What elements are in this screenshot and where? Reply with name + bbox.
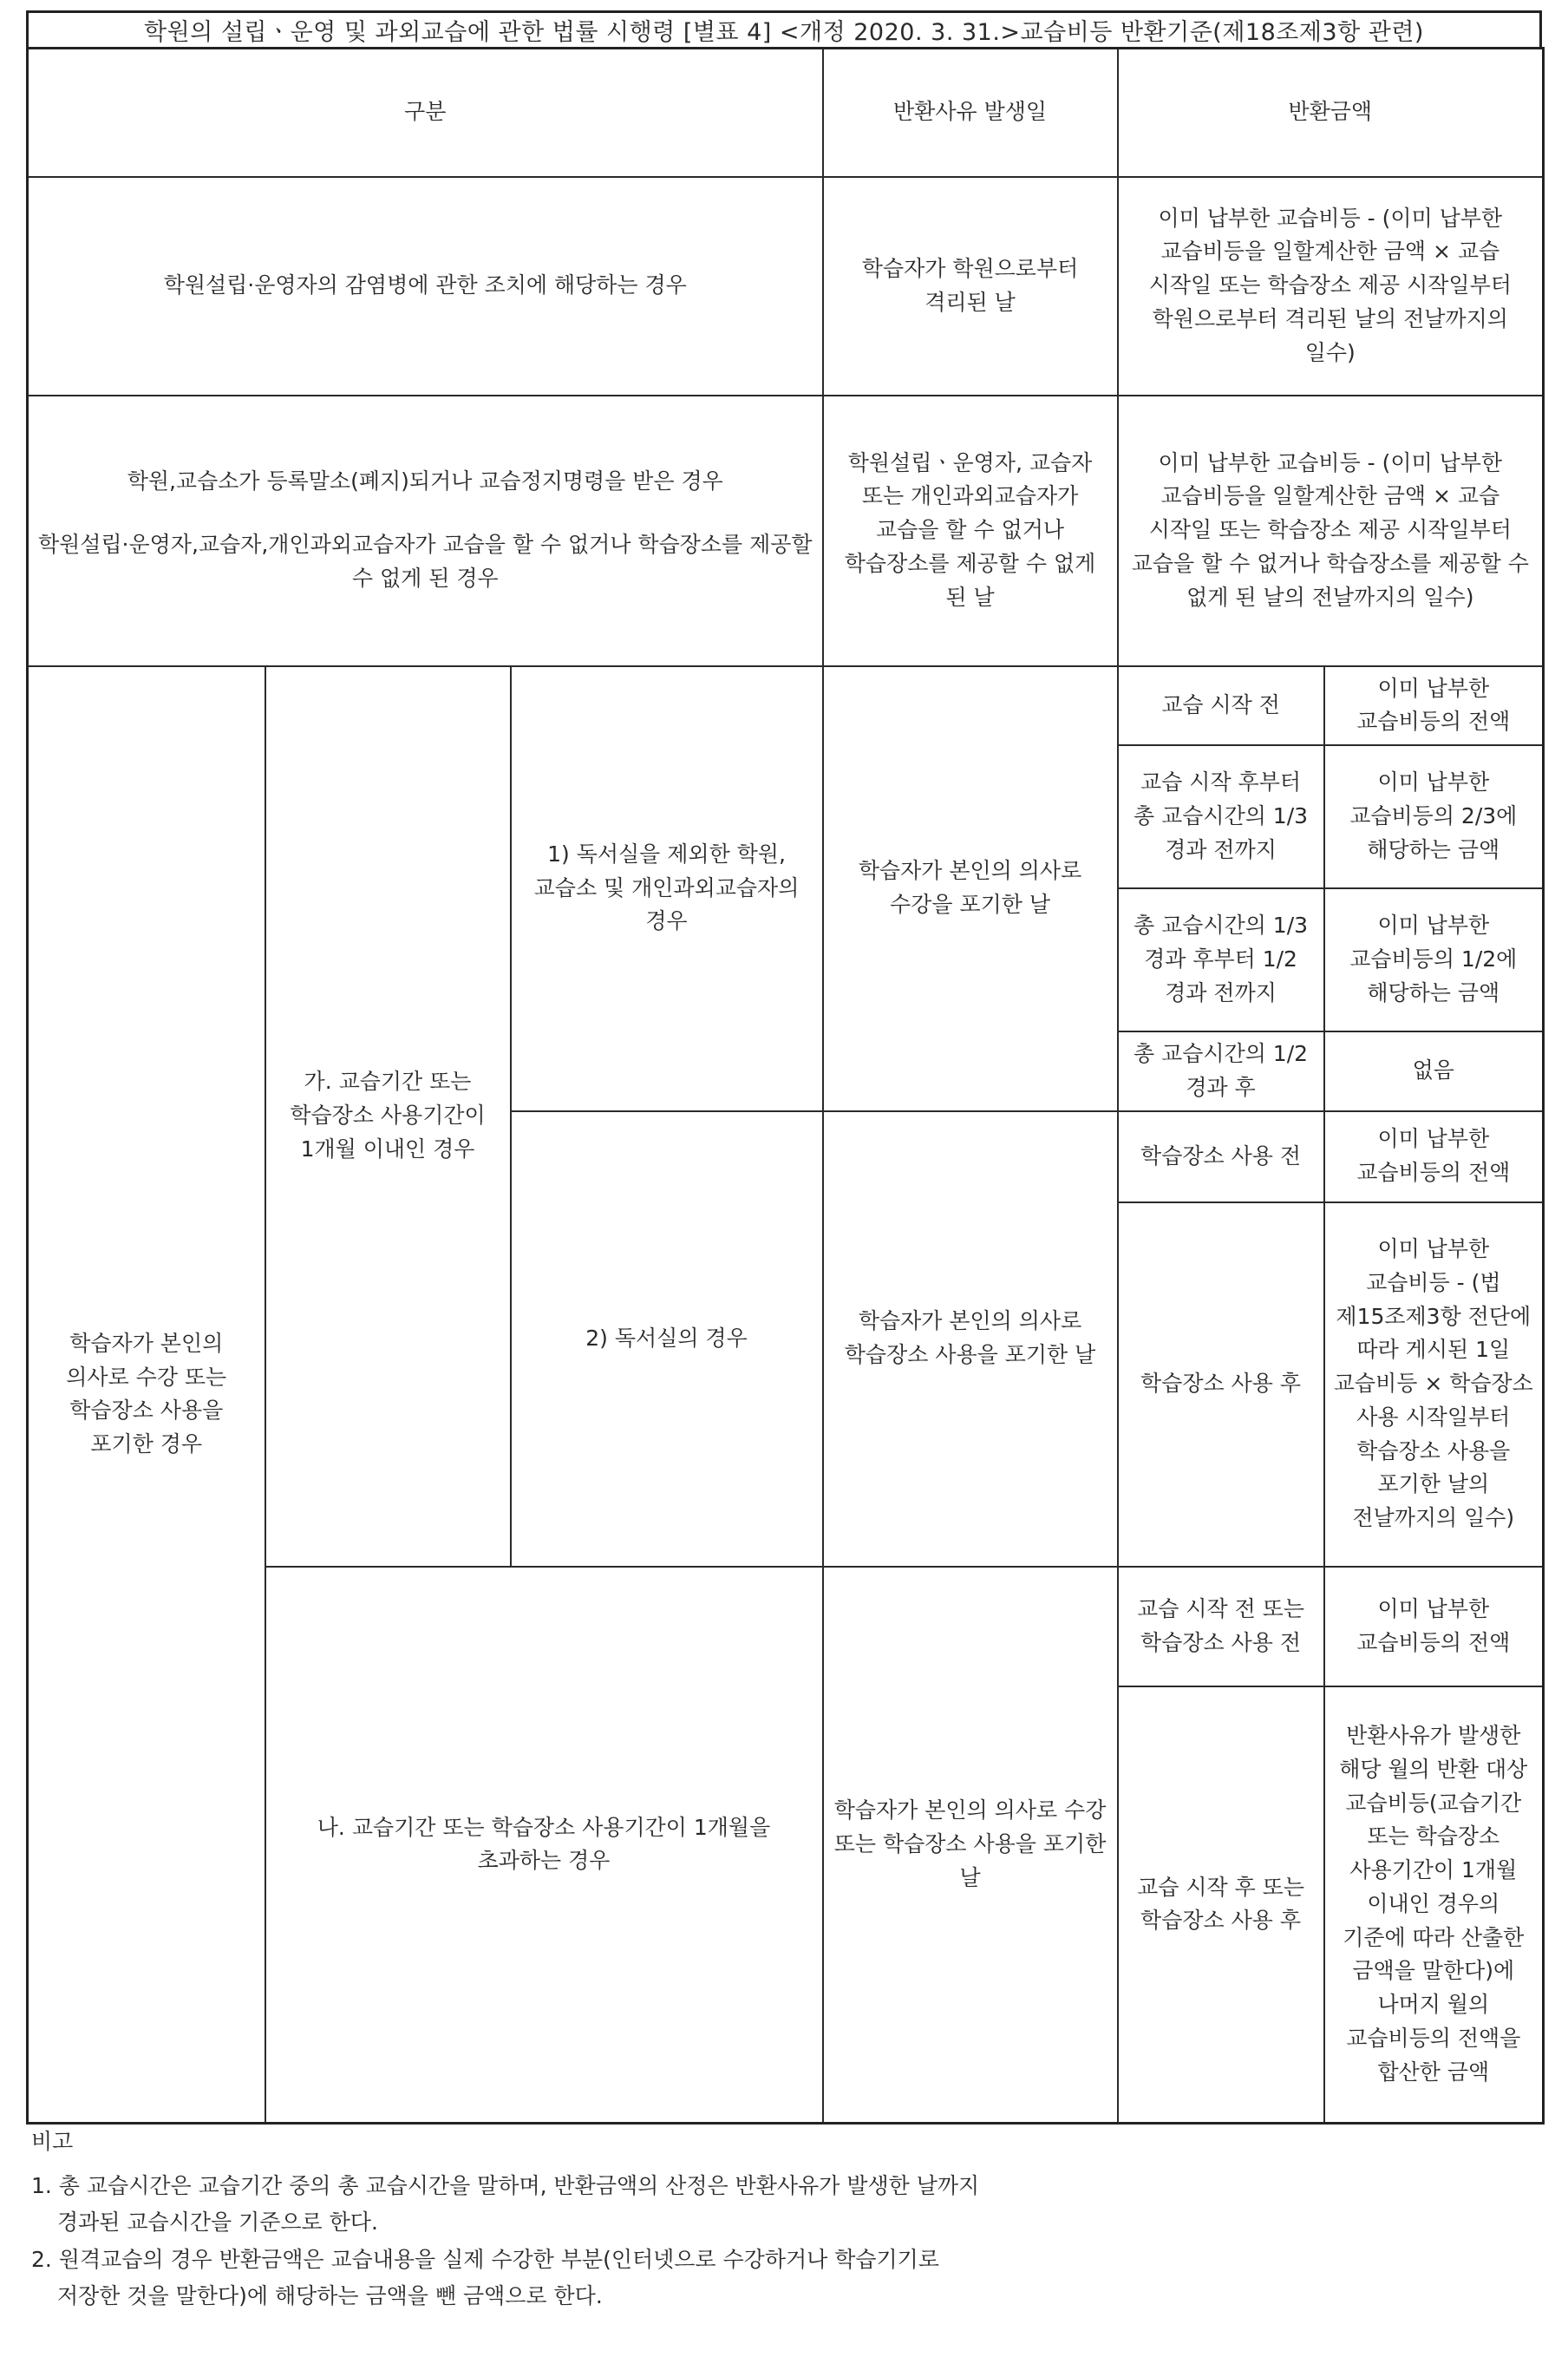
remark-1-line2: 경과된 교습시간을 기준으로 한다. <box>57 2210 378 2235</box>
na-amount-1: 이미 납부한 교습비등의 전액 <box>1324 1567 1544 1686</box>
ga-sub1-amount-4: 없음 <box>1324 1031 1544 1111</box>
table-row <box>28 666 1544 746</box>
table-row <box>28 396 1544 666</box>
row2-category-line1: 학원,교습소가 등록말소(폐지)되거나 교습정지명령을 받은 경우 <box>127 468 723 494</box>
ga-sub2-amount-2: 이미 납부한 교습비등 - (법 제15조제3항 전단에 따라 게시된 1일 교습비등 × 학습장소 사용 시작일부터 학습장소 사용을 포기한 날의 전날까지의 일수) <box>1324 1202 1544 1567</box>
ga-sub1-period-4: 총 교습시간의 1/2 경과 후 <box>1118 1031 1324 1111</box>
remark-2-line2: 저장한 것을 말한다)에 해당하는 금액을 뺀 금액으로 한다. <box>57 2283 603 2308</box>
row2-date: 학원설립ㆍ운영자, 교습자 또는 개인과외교습자가 교습을 할 수 없거나 학습장소를 제공할 수 없게 된 날 <box>823 396 1118 666</box>
na-amount-2: 반환사유가 발생한 해당 월의 반환 대상 교습비등(교습기간 또는 학습장소 사용기간이 1개월 이내인 경우의 기준에 따라 산출한 금액을 말한다)에 나머지 월의 교습비등의 전액을 합산한 금액 <box>1324 1686 1544 2124</box>
ga-sub2-period-1: 학습장소 사용 전 <box>1118 1111 1324 1202</box>
table-row <box>28 177 1544 396</box>
ga-sub1-period-1: 교습 시작 전 <box>1118 666 1324 746</box>
document-title: 학원의 설립ㆍ운영 및 과외교습에 관한 법률 시행령 [별표 4] <개정 2020. 3. 31.>교습비등 반환기준(제18조제3항 관련) <box>26 10 1542 47</box>
ga-label: 가. 교습기간 또는 학습장소 사용기간이 1개월 이내인 경우 <box>265 666 511 1567</box>
ga-sub1-date: 학습자가 본인의 의사로 수강을 포기한 날 <box>823 666 1118 1111</box>
ga-sub2-period-2: 학습장소 사용 후 <box>1118 1202 1324 1567</box>
row1-category: 학원설립·운영자의 감염병에 관한 조치에 해당하는 경우 <box>28 177 823 396</box>
na-label: 나. 교습기간 또는 학습장소 사용기간이 1개월을 초과하는 경우 <box>265 1567 823 2124</box>
na-period-2: 교습 시작 후 또는 학습장소 사용 후 <box>1118 1686 1324 2124</box>
refund-criteria-table <box>26 47 1545 2125</box>
remarks-heading: 비고 <box>31 2129 74 2154</box>
ga-sub1-amount-3: 이미 납부한 교습비등의 1/2에 해당하는 금액 <box>1324 888 1544 1031</box>
header-category: 구분 <box>28 49 823 177</box>
header-reason-date: 반환사유 발생일 <box>823 49 1118 177</box>
row2-category-line2: 학원설립·운영자,교습자,개인과외교습자가 교습을 할 수 없거나 학습장소를 제공할 수 없게 된 경우 <box>37 532 813 591</box>
remark-2-line1: 2. 원격교습의 경우 반환금액은 교습내용을 실제 수강한 부분(인터넷으로 수강하거나 학습기기로 <box>31 2246 939 2272</box>
remark-item <box>31 2242 1506 2315</box>
na-date: 학습자가 본인의 의사로 수강 또는 학습장소 사용을 포기한 날 <box>823 1567 1118 2124</box>
row1-amount: 이미 납부한 교습비등 - (이미 납부한 교습비등을 일할계산한 금액 × 교습 시작일 또는 학습장소 제공 시작일부터 학원으로부터 격리된 날의 전날까지의 일수) <box>1118 177 1544 396</box>
ga-sub1-period-2: 교습 시작 후부터 총 교습시간의 1/3 경과 전까지 <box>1118 745 1324 888</box>
row3-category: 학습자가 본인의 의사로 수강 또는 학습장소 사용을 포기한 경우 <box>28 666 265 2124</box>
row2-amount: 이미 납부한 교습비등 - (이미 납부한 교습비등을 일할계산한 금액 × 교습 시작일 또는 학습장소 제공 시작일부터 교습을 할 수 없거나 학습장소를 제공할 수 없게 된 날의 전날까지의 일수) <box>1118 396 1544 666</box>
ga-sub1-label: 1) 독서실을 제외한 학원, 교습소 및 개인과외교습자의 경우 <box>511 666 823 1111</box>
ga-sub2-amount-1: 이미 납부한 교습비등의 전액 <box>1324 1111 1544 1202</box>
remark-item <box>31 2168 1506 2242</box>
na-period-1: 교습 시작 전 또는 학습장소 사용 전 <box>1118 1567 1324 1686</box>
row1-date: 학습자가 학원으로부터 격리된 날 <box>823 177 1118 396</box>
remarks-section <box>31 2124 1506 2315</box>
header-refund-amount: 반환금액 <box>1118 49 1544 177</box>
row2-category <box>28 396 823 666</box>
ga-sub2-date: 학습자가 본인의 의사로 학습장소 사용을 포기한 날 <box>823 1111 1118 1567</box>
table-header-row <box>28 49 1544 177</box>
remark-1-line1: 1. 총 교습시간은 교습기간 중의 총 교습시간을 말하며, 반환금액의 산정은 반환사유가 발생한 날까지 <box>31 2172 980 2198</box>
ga-sub1-amount-2: 이미 납부한 교습비등의 2/3에 해당하는 금액 <box>1324 745 1544 888</box>
ga-sub2-label: 2) 독서실의 경우 <box>511 1111 823 1567</box>
document <box>26 10 1542 47</box>
ga-sub1-period-3: 총 교습시간의 1/3 경과 후부터 1/2 경과 전까지 <box>1118 888 1324 1031</box>
ga-sub1-amount-1: 이미 납부한 교습비등의 전액 <box>1324 666 1544 746</box>
